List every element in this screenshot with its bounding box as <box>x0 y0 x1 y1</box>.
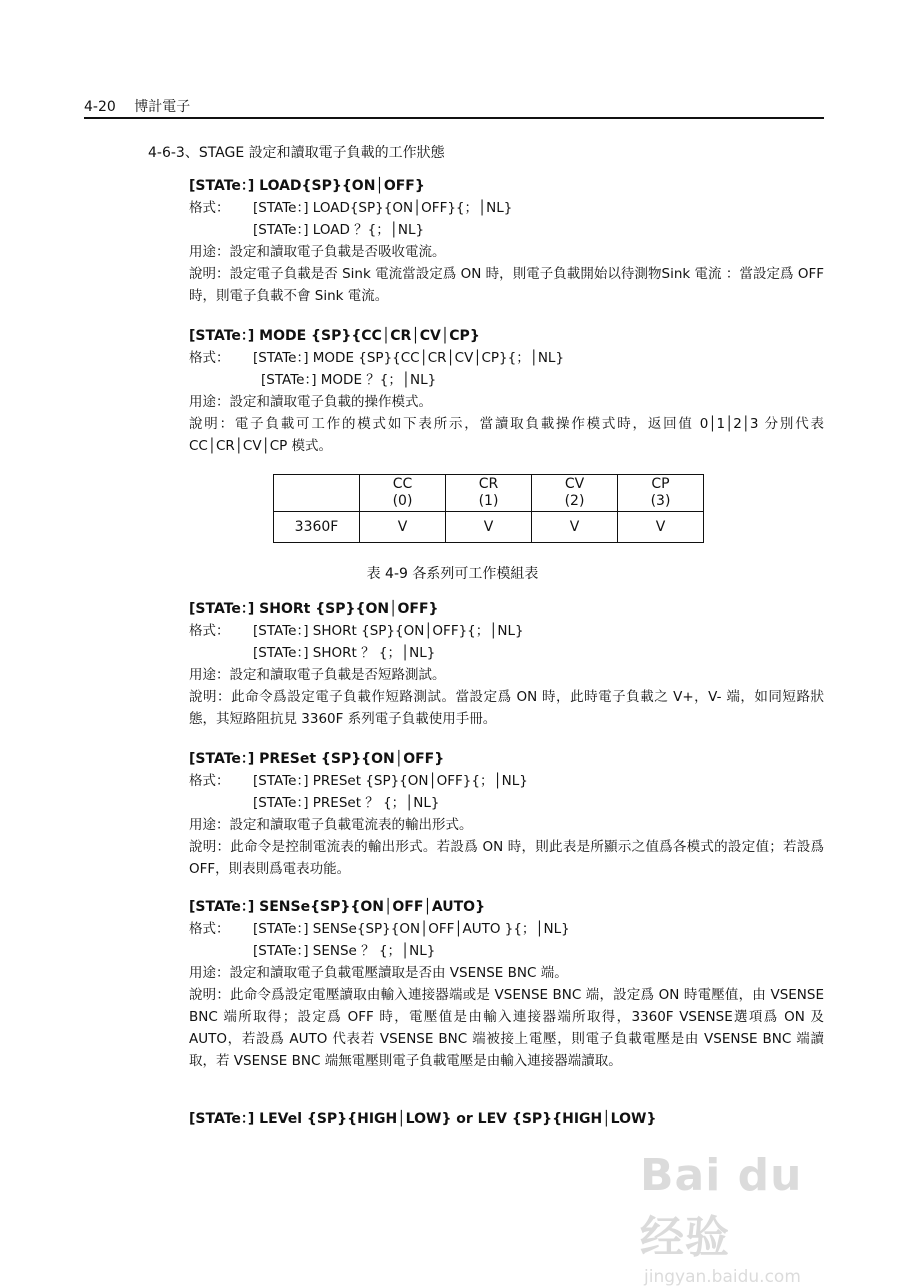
query-syntax: [STATe：] SHORt ？ {；│NL} <box>253 645 436 661</box>
watermark-logo: Bai du 经验 <box>640 1150 803 1263</box>
format-syntax: [STATe：] MODE {SP}{CC│CR│CV│CP}{；│NL} <box>253 350 565 366</box>
table-header-row <box>274 475 704 512</box>
command-title: [STATe：] SHORt {SP}{ON│OFF} <box>189 601 439 617</box>
header-rule <box>84 117 824 119</box>
section-title: 4-6-3、STAGE 設定和讀取電子負載的工作狀態 <box>148 145 445 161</box>
query-syntax: [STATe：] MODE ？{；│NL} <box>261 372 437 388</box>
table-caption: 表 4-9 各系列可工作模組表 <box>366 566 539 582</box>
usage-text: 用途：設定和讀取電子負載的操作模式。 <box>189 394 432 410</box>
description-text: 說明：此命令爲設定電壓讀取由輸入連接器端或是 VSENSE BNC 端，設定爲 ON 時電壓值，由 VSENSE BNC 端所取得；設定爲 OFF 時，電壓值是由輸入連接器端所取得，3360F VSENSE選項爲 ON 及 AUTO，若設爲 AUTO 代表若 VSENSE BNC 端被接上電壓，則電子負載電壓是由 VSENSE BNC 端讀取，若 VSENSE BNC 端無電壓則電子負載電壓是由輸入連接器端讀取。 <box>189 987 824 1069</box>
format-label: 格式： <box>189 200 230 216</box>
command-short <box>189 598 824 730</box>
table-cell: V <box>532 512 618 543</box>
command-preset <box>189 748 824 880</box>
format-line <box>189 918 824 940</box>
format-label: 格式： <box>189 921 230 937</box>
command-title: [STATe：] LOAD{SP}{ON│OFF} <box>189 178 425 194</box>
page-header <box>84 97 824 117</box>
table-row <box>274 512 704 543</box>
format-syntax: [STATe：] PRESet {SP}{ON│OFF}{；│NL} <box>253 773 528 789</box>
format-label: 格式： <box>189 350 230 366</box>
command-title: [STATe：] MODE {SP}{CC│CR│CV│CP} <box>189 328 480 344</box>
format-syntax: [STATe：] SHORt {SP}{ON│OFF}{；│NL} <box>253 623 524 639</box>
format-line <box>189 770 824 792</box>
table-header-cell: CR (1) <box>446 475 532 512</box>
description-text: 說明：此命令是控制電流表的輸出形式。若設爲 ON 時，則此表是所顯示之值爲各模式的設定值；若設爲 OFF，則表則爲電表功能。 <box>189 839 824 877</box>
table-header-cell <box>274 475 360 512</box>
company-name: 博計電子 <box>134 99 191 115</box>
watermark-url: jingyan.baidu.com <box>644 1267 801 1287</box>
table-header-cell: CV (2) <box>532 475 618 512</box>
table-cell: V <box>360 512 446 543</box>
command-title: [STATe：] LEVel {SP}{HIGH│LOW} or LEV {SP}{HIGH│LOW} <box>189 1111 657 1127</box>
command-title: [STATe：] PRESet {SP}{ON│OFF} <box>189 751 445 767</box>
format-syntax: [STATe：] LOAD{SP}{ON│OFF}{；│NL} <box>253 200 513 216</box>
table-header-cell: CP (3) <box>618 475 704 512</box>
table-cell: V <box>446 512 532 543</box>
description-text: 說明：設定電子負載是否 Sink 電流當設定爲 ON 時，則電子負載開始以待測物Sink 電流 ：當設定爲 OFF 時，則電子負載不會 Sink 電流。 <box>189 266 824 304</box>
table-header-cell: CC (0) <box>360 475 446 512</box>
mode-table <box>273 474 704 543</box>
format-label: 格式： <box>189 773 230 789</box>
command-sense <box>189 896 824 1072</box>
description-text: 說明：此命令爲設定電子負載作短路測試。當設定爲 ON 時，此時電子負載之 V+，V- 端，如同短路狀態，其短路阻抗見 3360F 系列電子負載使用手冊。 <box>189 689 824 727</box>
usage-text: 用途：設定和讀取電子負載電壓讀取是否由 VSENSE BNC 端。 <box>189 965 568 981</box>
command-load <box>189 175 824 307</box>
description-text: 說明：電子負載可工作的模式如下表所示，當讀取負載操作模式時，返回值 0│1│2│3 分別代表 CC│CR│CV│CP 模式。 <box>189 416 824 454</box>
format-line <box>189 347 824 369</box>
usage-text: 用途：設定和讀取電子負載是否短路測試。 <box>189 667 446 683</box>
command-title: [STATe：] SENSe{SP}{ON│OFF│AUTO} <box>189 899 486 915</box>
page-number: 4-20 <box>84 99 116 115</box>
format-syntax: [STATe：] SENSe{SP}{ON│OFF│AUTO }{；│NL} <box>253 921 570 937</box>
usage-text: 用途：設定和讀取電子負載電流表的輸出形式。 <box>189 817 473 833</box>
query-syntax: [STATe：] SENSe ？ {；│NL} <box>253 943 436 959</box>
table-cell-model: 3360F <box>274 512 360 543</box>
format-line <box>189 197 824 219</box>
command-mode <box>189 325 824 457</box>
query-syntax: [STATe：] LOAD ？{；│NL} <box>253 222 425 238</box>
query-syntax: [STATe：] PRESet ？ {；│NL} <box>253 795 440 811</box>
usage-text: 用途：設定和讀取電子負載是否吸收電流。 <box>189 244 446 260</box>
baidu-watermark <box>640 1150 860 1287</box>
format-label: 格式： <box>189 623 230 639</box>
command-level <box>189 1108 824 1130</box>
format-line <box>189 620 824 642</box>
table-cell: V <box>618 512 704 543</box>
